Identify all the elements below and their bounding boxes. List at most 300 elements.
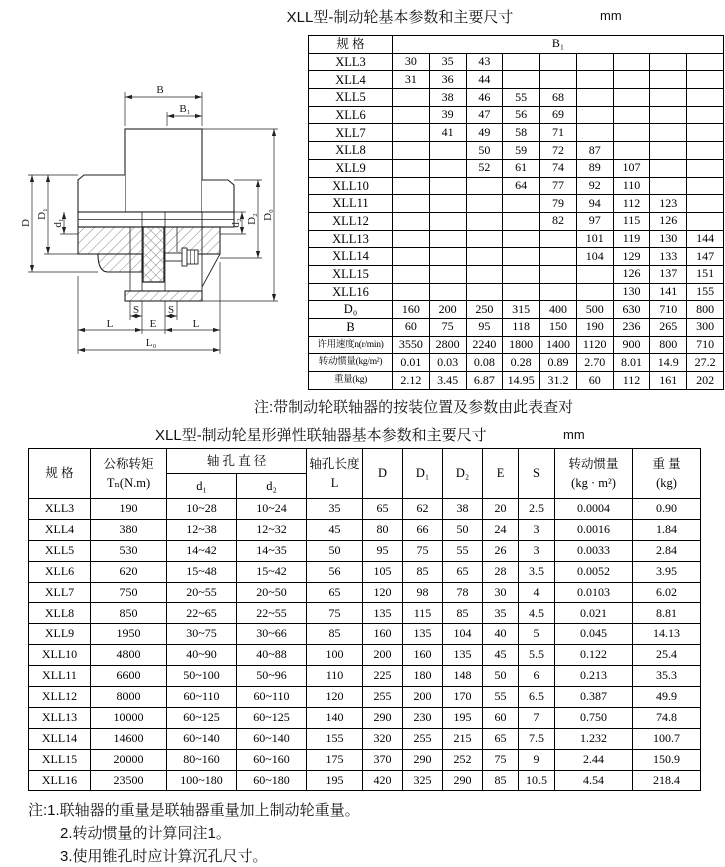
b1-value-cell [466, 195, 503, 213]
table-footer-row [309, 372, 724, 390]
value-cell: 45 [483, 645, 519, 666]
spec-cell: XLL12 [29, 687, 91, 708]
b1-value-cell [613, 53, 650, 71]
th-spec: 规 格 [29, 449, 91, 499]
b1-value-cell [613, 106, 650, 124]
b1-value-cell [540, 265, 577, 283]
b1-value-cell [650, 53, 687, 71]
footer-value-cell: 236 [613, 319, 650, 337]
value-cell: 65 [363, 499, 403, 520]
value-cell: 140 [307, 707, 363, 728]
brake-wheel-table [308, 35, 724, 390]
spec-cell: XLL14 [309, 248, 393, 266]
b1-value-cell [393, 230, 430, 248]
value-cell: 0.045 [555, 624, 633, 645]
b1-value-cell [503, 265, 540, 283]
table-row [29, 687, 701, 708]
b1-value-cell: 104 [576, 248, 613, 266]
value-cell: 135 [403, 624, 443, 645]
value-cell: 30 [483, 582, 519, 603]
b1-value-cell [393, 124, 430, 142]
footer-value-cell: 190 [576, 319, 613, 337]
footer-value-cell: 1800 [503, 336, 540, 354]
value-cell: 370 [363, 749, 403, 770]
footer-label-cell: 许用速度n(r/min) [309, 336, 393, 354]
value-cell: 4.5 [519, 603, 555, 624]
value-cell: 22~65 [167, 603, 237, 624]
value-cell: 255 [403, 728, 443, 749]
value-cell: 30~66 [237, 624, 307, 645]
table-row [29, 749, 701, 770]
value-cell: 50 [483, 666, 519, 687]
footer-value-cell: 710 [687, 336, 724, 354]
value-cell: 14~35 [237, 540, 307, 561]
b1-value-cell: 50 [466, 142, 503, 160]
b1-value-cell [650, 159, 687, 177]
table2-title: XLL型-制动轮星形弹性联轴器基本参数和主要尺寸 [155, 427, 487, 444]
note-line-1: 注:1.联轴器的重量是联轴器重量加上制动轮重量。 [28, 802, 360, 819]
b1-value-cell: 126 [613, 265, 650, 283]
value-cell: 75 [403, 540, 443, 561]
value-cell: 252 [443, 749, 483, 770]
value-cell: 100~180 [167, 770, 237, 791]
table2-header-row-1 [29, 449, 701, 474]
b1-value-cell: 110 [613, 177, 650, 195]
value-cell: 420 [363, 770, 403, 791]
value-cell: 160 [363, 624, 403, 645]
b1-value-cell [393, 159, 430, 177]
footer-value-cell: 27.2 [687, 354, 724, 372]
value-cell: 75 [483, 749, 519, 770]
value-cell: 8000 [91, 687, 167, 708]
b1-value-cell [576, 53, 613, 71]
value-cell: 55 [443, 540, 483, 561]
footer-value-cell: 2800 [429, 336, 466, 354]
b1-value-cell: 119 [613, 230, 650, 248]
footer-value-cell: 300 [687, 319, 724, 337]
brake-wheel-table-head [309, 36, 724, 54]
b1-value-cell: 115 [613, 212, 650, 230]
footer-value-cell: 710 [650, 301, 687, 319]
value-cell: 195 [443, 707, 483, 728]
b1-value-cell [576, 265, 613, 283]
value-cell: 0.750 [555, 707, 633, 728]
table-footer-row [309, 336, 724, 354]
th-bore-diameter: 轴 孔 直 径 [167, 449, 307, 474]
b1-value-cell: 30 [393, 53, 430, 71]
value-cell: 9 [519, 749, 555, 770]
b1-value-cell [540, 248, 577, 266]
footer-value-cell: 0.01 [393, 354, 430, 372]
coupling-table-body [29, 499, 701, 791]
footer-value-cell: 0.03 [429, 354, 466, 372]
b1-value-cell: 92 [576, 177, 613, 195]
value-cell: 0.0004 [555, 499, 633, 520]
value-cell: 0.90 [633, 499, 701, 520]
table-row [29, 519, 701, 540]
b1-value-cell [613, 142, 650, 160]
table2-unit: mm [563, 427, 585, 442]
value-cell: 5 [519, 624, 555, 645]
b1-value-cell: 82 [540, 212, 577, 230]
value-cell: 2.5 [519, 499, 555, 520]
value-cell: 0.387 [555, 687, 633, 708]
value-cell: 12~38 [167, 519, 237, 540]
b1-value-cell [650, 177, 687, 195]
b1-value-cell: 112 [613, 195, 650, 213]
table-row [309, 265, 724, 283]
spec-cell: XLL15 [309, 265, 393, 283]
value-cell: 6.5 [519, 687, 555, 708]
value-cell: 98 [403, 582, 443, 603]
value-cell: 0.0033 [555, 540, 633, 561]
b1-value-cell [540, 71, 577, 89]
table-row [309, 248, 724, 266]
footer-value-cell: 31.2 [540, 372, 577, 390]
table-row [29, 540, 701, 561]
b1-value-cell [429, 159, 466, 177]
value-cell: 0.213 [555, 666, 633, 687]
footer-value-cell: 3550 [393, 336, 430, 354]
note-line-3: 3.使用锥孔时应计算沉孔尺寸。 [60, 848, 268, 865]
value-cell: 85 [403, 561, 443, 582]
value-cell: 49.9 [633, 687, 701, 708]
b1-value-cell [503, 212, 540, 230]
value-cell: 60~110 [167, 687, 237, 708]
b1-value-cell [393, 142, 430, 160]
b1-value-cell: 47 [466, 106, 503, 124]
value-cell: 100.7 [633, 728, 701, 749]
value-cell: 38 [443, 499, 483, 520]
value-cell: 40~88 [237, 645, 307, 666]
note-line-2: 2.转动惯量的计算同注1。 [60, 825, 231, 842]
footer-value-cell: 3.45 [429, 372, 466, 390]
b1-value-cell: 69 [540, 106, 577, 124]
value-cell: 320 [363, 728, 403, 749]
b1-value-cell [687, 71, 724, 89]
dim-label-l0: L₀ [145, 337, 157, 349]
value-cell: 65 [443, 561, 483, 582]
value-cell: 6 [519, 666, 555, 687]
b1-value-cell [540, 230, 577, 248]
footer-value-cell: 14.95 [503, 372, 540, 390]
th-dim-d₁: D₁ [403, 449, 443, 499]
footer-value-cell: 630 [613, 301, 650, 319]
b1-value-cell [429, 248, 466, 266]
b1-value-cell: 68 [540, 89, 577, 107]
value-cell: 7 [519, 707, 555, 728]
table-row [309, 71, 724, 89]
value-cell: 3 [519, 519, 555, 540]
value-cell: 15~48 [167, 561, 237, 582]
value-cell: 225 [363, 666, 403, 687]
dim-label-l-right: L [192, 318, 200, 330]
value-cell: 10~24 [237, 499, 307, 520]
brake-wheel-table-body [309, 53, 724, 389]
th-weight: 重 量 (kg) [633, 449, 701, 499]
value-cell: 218.4 [633, 770, 701, 791]
value-cell: 3.5 [519, 561, 555, 582]
b1-value-cell [429, 142, 466, 160]
spec-cell: XLL7 [29, 582, 91, 603]
b1-value-cell: 74 [540, 159, 577, 177]
coupling-table-head [29, 449, 701, 499]
footer-value-cell: 900 [613, 336, 650, 354]
spec-cell: XLL11 [309, 195, 393, 213]
value-cell: 74.8 [633, 707, 701, 728]
value-cell: 10.5 [519, 770, 555, 791]
b1-value-cell: 129 [613, 248, 650, 266]
b1-value-cell: 59 [503, 142, 540, 160]
spec-cell: XLL5 [29, 540, 91, 561]
value-cell: 85 [483, 770, 519, 791]
b1-value-cell [393, 89, 430, 107]
value-cell: 155 [307, 728, 363, 749]
footer-label-cell: 转动惯量(kg/m²) [309, 354, 393, 372]
b1-value-cell [687, 89, 724, 107]
b1-value-cell [650, 89, 687, 107]
value-cell: 110 [307, 666, 363, 687]
b1-value-cell [503, 230, 540, 248]
spec-cell: XLL12 [309, 212, 393, 230]
footer-value-cell: 8.01 [613, 354, 650, 372]
b1-value-cell [393, 195, 430, 213]
footer-value-cell: 265 [650, 319, 687, 337]
value-cell: 850 [91, 603, 167, 624]
b1-value-cell [576, 89, 613, 107]
b1-value-cell: 41 [429, 124, 466, 142]
footer-label-cell: B [309, 319, 393, 337]
table1-b1-header: B₁ [393, 36, 724, 54]
value-cell: 60~160 [237, 749, 307, 770]
value-cell: 8.81 [633, 603, 701, 624]
b1-value-cell: 155 [687, 283, 724, 301]
dim-label-b: B [156, 84, 164, 96]
b1-value-cell [613, 71, 650, 89]
th-inertia: 转动惯量 (kg · m²) [555, 449, 633, 499]
value-cell: 620 [91, 561, 167, 582]
b1-value-cell: 130 [613, 283, 650, 301]
value-cell: 30~75 [167, 624, 237, 645]
b1-value-cell [540, 283, 577, 301]
value-cell: 380 [91, 519, 167, 540]
footer-value-cell: 800 [687, 301, 724, 319]
value-cell: 3 [519, 540, 555, 561]
value-cell: 6.02 [633, 582, 701, 603]
value-cell: 120 [363, 582, 403, 603]
footer-value-cell: 6.87 [466, 372, 503, 390]
b1-value-cell: 43 [466, 53, 503, 71]
value-cell: 200 [403, 687, 443, 708]
spec-cell: XLL15 [29, 749, 91, 770]
value-cell: 35 [307, 499, 363, 520]
spec-cell: XLL3 [309, 53, 393, 71]
b1-value-cell [429, 177, 466, 195]
spec-cell: XLL16 [309, 283, 393, 301]
dim-label-s-left: S [132, 304, 140, 316]
value-cell: 0.0016 [555, 519, 633, 540]
value-cell: 190 [91, 499, 167, 520]
table-row [29, 624, 701, 645]
dim-label-d0: D₀ [262, 209, 274, 221]
b1-value-cell [466, 248, 503, 266]
dim-label-d2: d₂ [230, 218, 242, 228]
b1-value-cell [613, 89, 650, 107]
table-footer-row [309, 354, 724, 372]
value-cell: 85 [443, 603, 483, 624]
table1-title: XLL型-制动轮基本参数和主要尺寸 [286, 9, 514, 26]
value-cell: 23500 [91, 770, 167, 791]
b1-value-cell: 89 [576, 159, 613, 177]
table-row [29, 707, 701, 728]
spec-cell: XLL6 [309, 106, 393, 124]
footer-value-cell: 500 [576, 301, 613, 319]
value-cell: 115 [403, 603, 443, 624]
table-row [309, 212, 724, 230]
spec-cell: XLL16 [29, 770, 91, 791]
value-cell: 10~28 [167, 499, 237, 520]
footer-value-cell: 800 [650, 336, 687, 354]
value-cell: 50~96 [237, 666, 307, 687]
value-cell: 75 [307, 603, 363, 624]
value-cell: 35.3 [633, 666, 701, 687]
value-cell: 14600 [91, 728, 167, 749]
footer-label-cell: 重量(kg) [309, 372, 393, 390]
value-cell: 750 [91, 582, 167, 603]
spec-cell: XLL11 [29, 666, 91, 687]
table-row [309, 195, 724, 213]
value-cell: 65 [483, 728, 519, 749]
table-row [309, 142, 724, 160]
b1-value-cell [576, 283, 613, 301]
b1-value-cell [576, 71, 613, 89]
b1-value-cell [650, 124, 687, 142]
b1-value-cell: 72 [540, 142, 577, 160]
spec-cell: XLL6 [29, 561, 91, 582]
value-cell: 290 [443, 770, 483, 791]
footer-value-cell: 75 [429, 319, 466, 337]
table-row [309, 124, 724, 142]
b1-value-cell [503, 53, 540, 71]
footer-value-cell: 160 [393, 301, 430, 319]
b1-value-cell: 151 [687, 265, 724, 283]
spec-cell: XLL8 [309, 142, 393, 160]
th-bore-length: 轴孔长度 L [307, 449, 363, 499]
table-footer-row [309, 301, 724, 319]
value-cell: 95 [363, 540, 403, 561]
b1-value-cell [429, 265, 466, 283]
b1-value-cell [393, 177, 430, 195]
value-cell: 180 [403, 666, 443, 687]
value-cell: 26 [483, 540, 519, 561]
spec-cell: XLL4 [309, 71, 393, 89]
dim-label-d1: d₁ [52, 218, 64, 228]
b1-value-cell [466, 283, 503, 301]
b1-value-cell: 141 [650, 283, 687, 301]
value-cell: 15~42 [237, 561, 307, 582]
th-torque: 公称转矩 Tₙ(N.m) [91, 449, 167, 499]
dim-label-e: E [149, 318, 157, 330]
value-cell: 5.5 [519, 645, 555, 666]
table-row [309, 53, 724, 71]
value-cell: 80 [363, 519, 403, 540]
value-cell: 20000 [91, 749, 167, 770]
value-cell: 1.84 [633, 519, 701, 540]
b1-value-cell [687, 142, 724, 160]
b1-value-cell [576, 124, 613, 142]
table-row [29, 561, 701, 582]
value-cell: 148 [443, 666, 483, 687]
spec-cell: XLL8 [29, 603, 91, 624]
spec-cell: XLL9 [29, 624, 91, 645]
b1-value-cell [687, 177, 724, 195]
th-d1: d₁ [167, 474, 237, 499]
value-cell: 60~125 [237, 707, 307, 728]
value-cell: 60~180 [237, 770, 307, 791]
b1-value-cell [540, 53, 577, 71]
table-row [29, 666, 701, 687]
b1-value-cell: 55 [503, 89, 540, 107]
footer-value-cell: 0.28 [503, 354, 540, 372]
b1-value-cell: 71 [540, 124, 577, 142]
table-footer-row [309, 319, 724, 337]
b1-value-cell [687, 124, 724, 142]
b1-value-cell [466, 212, 503, 230]
b1-value-cell [650, 142, 687, 160]
dim-label-d1cap: D₁ [36, 208, 48, 220]
coupling-outline [78, 129, 234, 301]
value-cell: 40~90 [167, 645, 237, 666]
value-cell: 56 [307, 561, 363, 582]
value-cell: 20~50 [237, 582, 307, 603]
value-cell: 135 [363, 603, 403, 624]
value-cell: 60~125 [167, 707, 237, 728]
b1-value-cell [429, 212, 466, 230]
value-cell: 7.5 [519, 728, 555, 749]
value-cell: 50~100 [167, 666, 237, 687]
value-cell: 24 [483, 519, 519, 540]
b1-value-cell: 107 [613, 159, 650, 177]
footer-value-cell: 0.89 [540, 354, 577, 372]
value-cell: 135 [443, 645, 483, 666]
value-cell: 60~140 [167, 728, 237, 749]
b1-value-cell: 126 [650, 212, 687, 230]
table1-header-row [309, 36, 724, 54]
value-cell: 62 [403, 499, 443, 520]
value-cell: 195 [307, 770, 363, 791]
footer-value-cell: 1400 [540, 336, 577, 354]
b1-value-cell [393, 283, 430, 301]
b1-value-cell [503, 71, 540, 89]
b1-value-cell [687, 106, 724, 124]
b1-value-cell: 46 [466, 89, 503, 107]
footer-value-cell: 315 [503, 301, 540, 319]
table-row [29, 582, 701, 603]
value-cell: 160 [403, 645, 443, 666]
th-dim-e: E [483, 449, 519, 499]
b1-value-cell [613, 124, 650, 142]
footer-value-cell: 60 [576, 372, 613, 390]
value-cell: 20 [483, 499, 519, 520]
b1-value-cell [393, 212, 430, 230]
spec-cell: XLL5 [309, 89, 393, 107]
b1-value-cell: 130 [650, 230, 687, 248]
th-dim-s: S [519, 449, 555, 499]
b1-value-cell: 39 [429, 106, 466, 124]
table-row [309, 177, 724, 195]
b1-value-cell [429, 283, 466, 301]
value-cell: 230 [403, 707, 443, 728]
